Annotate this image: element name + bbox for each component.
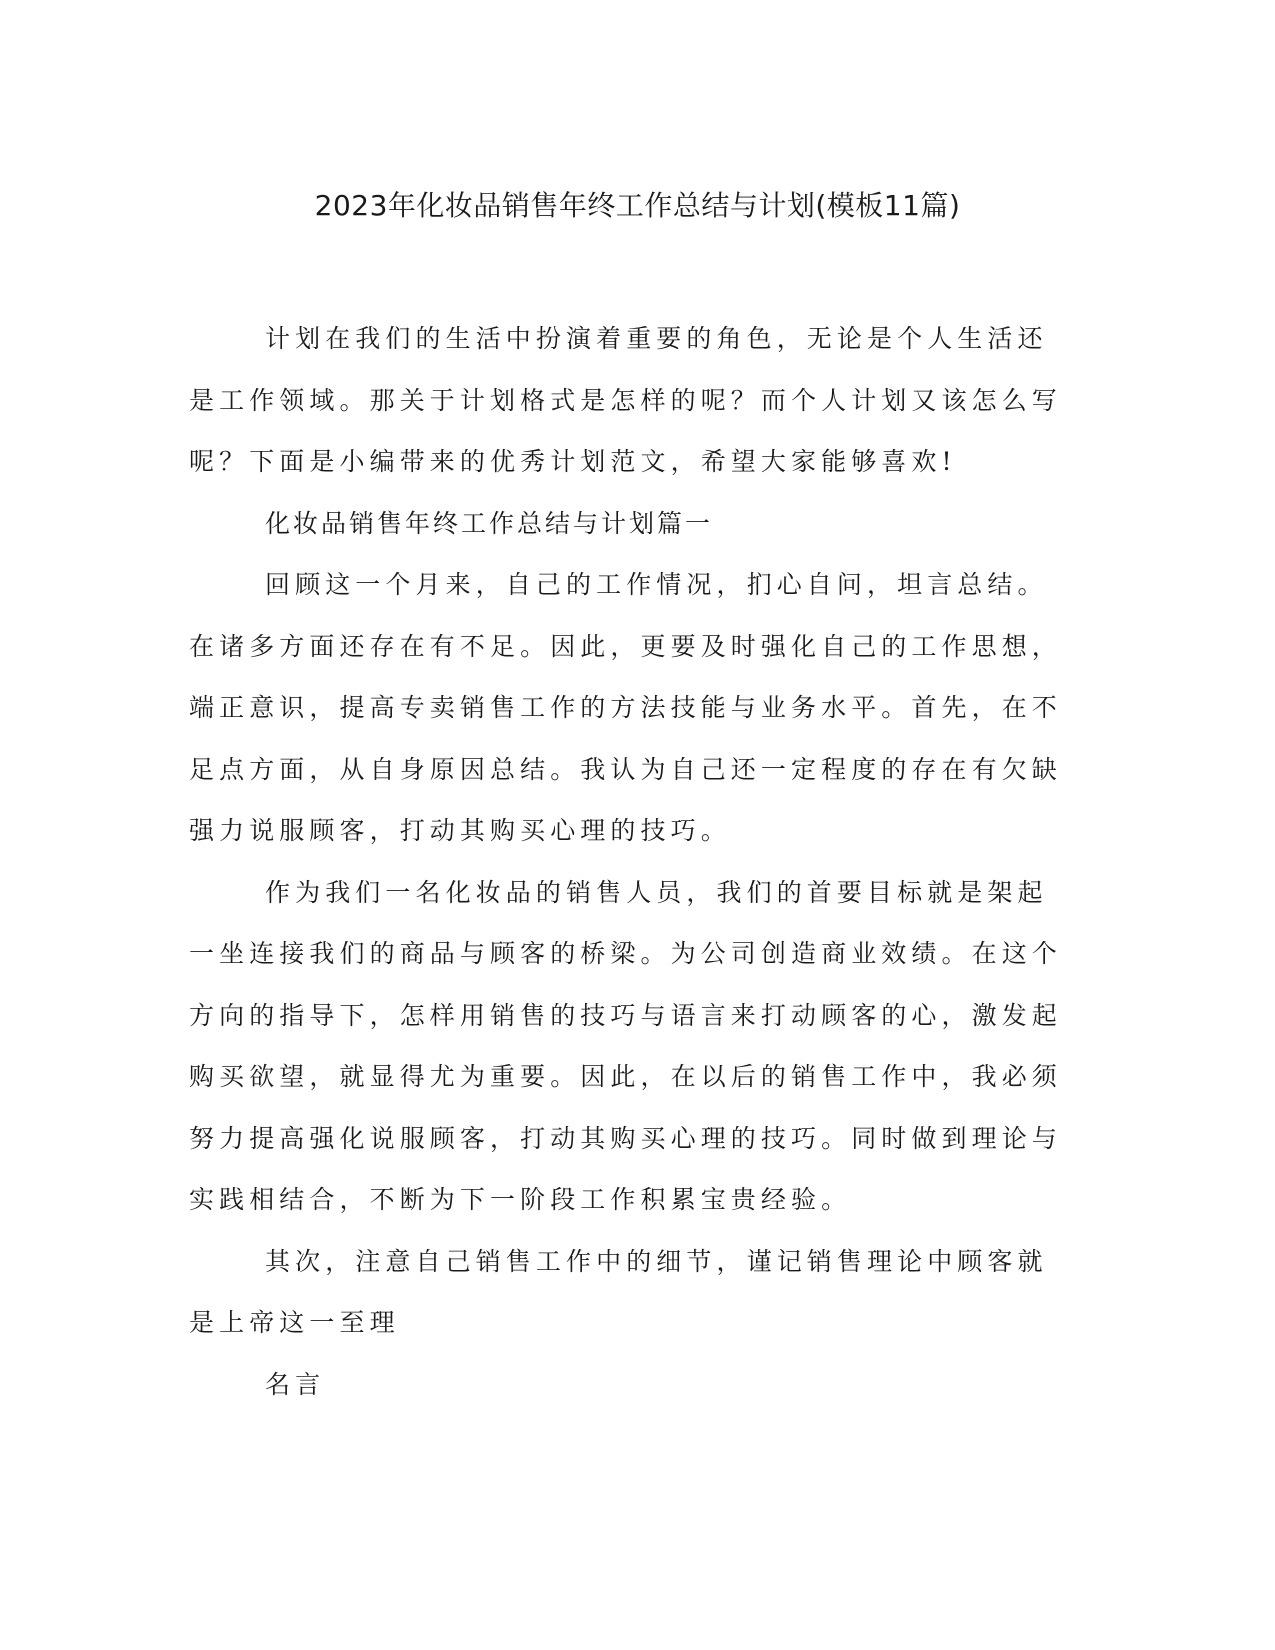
body-paragraph-details: 其次，注意自己销售工作中的细节，谨记销售理论中顾客就是上帝这一至理 <box>189 1246 1048 1337</box>
section-heading: 化妆品销售年终工作总结与计划篇一 <box>265 508 714 538</box>
body-paragraph-motto: 名言 <box>265 1369 326 1399</box>
document-body <box>189 308 1069 1415</box>
body-paragraph-role: 作为我们一名化妆品的销售人员，我们的首要目标就是架起一坐连接我们的商品与顾客的桥梁。为公司创造商业效绩。在这个方向的指导下，怎样用销售的技巧与语言来打动顾客的心，激发起购买欲望，就显得尤为重要。因此，在以后的销售工作中，我必须努力提高强化说服顾客，打动其购买心理的技巧。同时做到理论与实践相结合，不断为下一阶段工作积累宝贵经验。 <box>189 877 1062 1214</box>
body-paragraph-review: 回顾这一个月来，自己的工作情况，扪心自问，坦言总结。在诸多方面还存在有不足。因此，更要及时强化自己的工作思想，端正意识，提高专卖销售工作的方法技能与业务水平。首先，在不足点方面，从自身原因总结。我认为自己还一定程度的存在有欠缺强力说服顾客，打动其购买心理的技巧。 <box>189 570 1062 845</box>
document-title: 2023年化妆品销售年终工作总结与计划(模板11篇) <box>314 189 961 222</box>
intro-paragraph: 计划在我们的生活中扮演着重要的角色，无论是个人生活还是工作领域。那关于计划格式是怎样的呢？而个人计划又该怎么写呢？下面是小编带来的优秀计划范文，希望大家能够喜欢! <box>189 324 1062 476</box>
